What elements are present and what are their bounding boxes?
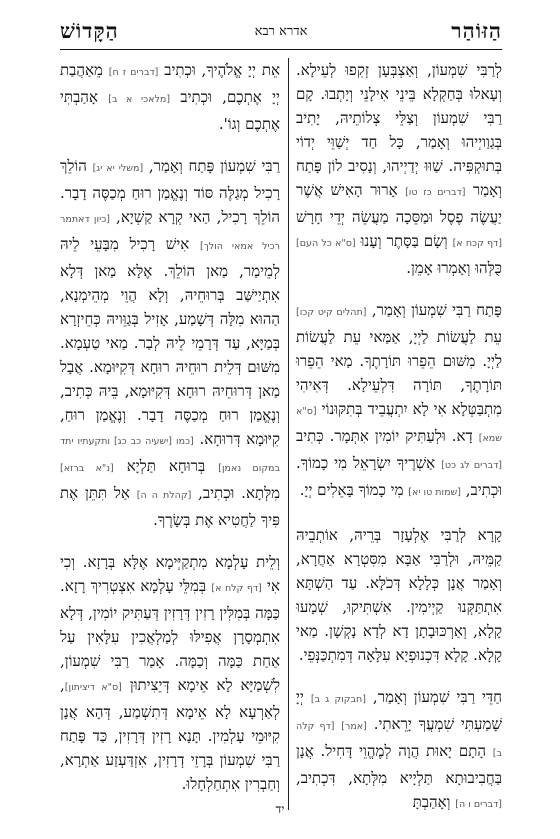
text-run: מִלְּתָא. וּכְתִיב, [191,484,280,502]
paragraph [60,58,280,136]
text-run: אָרוּר הָאִישׁ אֲשֶׁר יַעֲשֶׂה פֶסֶל וּמַסֵּכָה מַעֲשֵׂה יְדֵי חָרָשׁ [296,181,502,226]
source-reference: [דברים ו ה] [455,799,502,810]
header-rule [60,49,502,50]
text-run: עֵת לַעֲשׂוֹת לַיְיָ, אַמַּאי עֵת לַעֲשׂוֹת לַיְיָ. מִשּׁוּם הֵפֵרוּ תּוֹרָתֶךָ. מַאי הֵפֵרוּ תּוֹרָתֶךָ, תּוֹרָה דִּלְעֵילָא. דְּאִיהִי מִתְבַּטְּלָא אִי לָא יִתְעֲבֵיד בְּתִקּוּנוֹי [296,328,502,418]
header-left-title: הַקָּדוֹשׁ [60,18,119,43]
text-run: כֻּלְּהוּ וְאָמְרוּ אָמֵן. [406,259,502,277]
paragraph [296,523,502,667]
source-reference: [חבקוק ג ב] [310,694,366,705]
left-column [60,58,280,814]
source-reference: [אמר] [341,721,367,732]
source-reference: [תהלים קיט קכו] [296,307,367,318]
text-run: מֵאַהֲבַת יְיָ אֶתְכֶם, וּכְתִיב [60,61,280,106]
source-reference: [דברים כז טו] [405,187,466,198]
paragraph [296,58,502,280]
source-reference: [קהלת ה ה] [136,490,192,501]
source-reference: [ס"א כל העם] [296,238,356,249]
text-run: יְיָ שָׁמַעְתִּי שִׁמְעֲךָ יָרֵאתִי. [296,688,502,733]
running-header [60,14,502,50]
paragraph [60,550,280,796]
page-number: יד [275,802,285,816]
text-run: הָתָם יָאוּת הֲוָה לְמֶהֱוֵי דָּחִיל. אֲנָן בַּחֲבִיבוּתָא תַּלְיָיא מִלְּתָא, דִּכְתִיב, [296,742,502,787]
text-run: רַבִּי שִׁמְעוֹן פָּתַח וְאָמַר, [143,157,280,175]
text-run: פָּתַח רַבִּי שִׁמְעוֹן וְאָמַר, [366,301,503,319]
text-run: וְאָהַבְתָּ [412,793,456,811]
source-reference: [כמו [ישעיה כב כג] ותקעתיו יתד במקום נאמן] [60,436,280,474]
text-run: אַשְׁרֶיךָ יִשְׂרָאֵל מִי כָמוֹךָ. וּכְתִיב, [296,454,502,499]
text-run: מִי כָמוֹךָ בָּאֵלִים יְיָ. [299,481,409,499]
text-run: אַל תִּתֵּן אֶת פִּיךָ לַחֲטִיא אֶת בְּשָׂרֶךָ. [60,484,280,529]
source-reference: [דף קלה ב] [296,721,502,759]
source-reference: [דברים לג כט] [441,460,503,471]
right-column [296,58,502,835]
text-run: בְּמִלֵּי עָלְמָא אִצְטְרִיךְ רָזָא. כַּמָּה בְּמִלִּין רָזִין דְּרָזִין דְּעַתִּיק יוֹמִין, דְּלָא אִתְמְסָרָן אֲפִילּוּ לְמַלְאֲכִין עִלָּאִין עַל אַחַת כַּמָּה וְכַמָּה. אָמַר רַבִּי שִׁמְעוֹן, לִשְׁמַיָּא לָא אֵימָא דְּיֵצִיתוּן [60,577,280,694]
source-reference: [שמות טו יא] [408,487,461,498]
text-run: בְּרוּחָא תַּלְיָא [113,457,219,475]
text-run: דָא. וּלְעַתִּיק יוֹמִין אִתְּמָר. כְּתִיב [296,427,479,445]
text-run: לְרַבִּי שִׁמְעוֹן, וְאַצְבְּעָן זְקִפוּ לְעֵילָא. וְעָאלוּ בְּחַקְלָא בֵּינֵי אִילָנֵי וְיָתְבוּ. קָם רַבִּי שִׁמְעוֹן וְצַלֵּי צְלוֹתֵיהּ, יָתִיב בְּגַוַויְיהוּ וְאָמַר, כָּל חַד יְשַׁוֵּי יְדוֹי בְּתוּקְפִּיה. שַׁוּוּ יְדַיְיהוּ, וְנָסִיב לוֹן פָּתַח וְאָמַר [296,61,502,199]
source-reference: [ס"א דיציתון] [64,682,122,693]
text-run: קָרָא לְרַבִּי אֶלְעָזָר בְּרֵיהּ, אוֹתְבֵיהּ קַמֵּיהּ, וּלְרַבִּי אַבָּא מִסִּטְרָא אַחֲרָא, וְאָמַר אֲנָן כְּלָלָא דְּכֹלָּא. עַד הַשְׁתָּא אִתְתַּקְּנוּ קַיְימִין. אִשְׁתִּיקוּ, שְׁמָעוּ קָלָא, וְאַרְכּוּבָתָן דָא לְדָא נָקְשָׁן. מַאי קָלָא. קָלָא דִּכְנוּפְיָא עִלָּאָה דְּמִתְכַּנְּפֵי. [296,526,502,664]
text-run: אָהַבְתִּי אֶתְכֶם וְגוֹ'. [60,88,280,133]
paragraph [296,298,502,505]
header-center-title: אדרא רבא [254,24,308,39]
header-right-title: הַזּוֹהַר [451,18,502,43]
source-reference: [מלאכי א ב] [108,94,171,105]
paragraph [60,154,280,532]
text-run: וְלֵית עָלְמָא מִתְקַיְּימָא אֶלָּא בְּרָזָא. וְכִי אִי [60,553,280,595]
text-run: , לְאַרְעָא לָא אֵימָא דְּתִשְׁמַע, דְּהָא אֲנָן קִיּוּמֵי עָלְמִין. תָּנָא רָזִין דְּרָזִין, כַּד פָּתַח רַבִּי שִׁמְעוֹן בְּרָזֵי דְרָזִין, אִזְדַּעְזַע אַתְרָא, וְחַבְרִין אִתְחַלְחָלוּ. [60,676,280,793]
source-reference: [דברים ז ח] [108,67,159,78]
source-reference: [ס"א שמא] [296,406,502,444]
text-run: אֵת יְיָ אֱלֹהֶיךָ, וּכְתִיב [158,61,280,79]
paragraph [296,685,502,817]
source-reference: [דף קכח א] [452,238,502,249]
text-run: הוֹלֵךְ רָכִיל מְגַלֶּה סּוֹד וְנֶאֱמַן רוּחַ מְכַסֶּה דָבָר. הוֹלֵךְ רָכִיל, הַאי קְרָא קַשְׁיָא, [60,157,280,226]
source-reference: [משלי יא יג] [92,163,144,174]
column-divider [288,58,289,810]
text-run: וְשָׂם בַּסָּתֶר וְעָנוּ [355,232,453,250]
text-run: חַדֵּי רַבִּי שִׁמְעוֹן וְאָמַר, [365,688,502,706]
source-reference: [נ"א ברזא] [60,463,114,474]
source-reference: [כיון דאתמר רכיל אמאי הולך] [60,214,281,252]
text-run: אִישׁ רָכִיל מִבָּעֵי לֵיהּ לְמֵימַר, מַאן הוֹלֵךְ. אֶלָּא מַאן דְּלָא אִתְיַישַּׁב בְּרוּחֵיהּ, וְלָא הֲוֵי מְהֵימְנָא, הַהוּא מִלָּה דְּשָׁמַע, אָזִיל בְּגַוֵּויהּ כְּחֵיזְרָא בְּמַיָּא, עַד דְּרָמֵי לֵיהּ לְבַר. מַאי טַעְמָא. מִשּׁוּם דְּלֵית רוּחֵיהּ רוּחָא דְּקִיּוּמָא. אֲבָל מַאן דְּרוּחֵיהּ רוּחָא דְּקִיּוּמָא, בֵּיהּ כְּתִיב, וְנֶאֱמַן רוּחַ מְכַסֶּה דָבָר. וְנֶאֱמַן רוּחַ, קִיּוּמָא דְּרוּחָא. [60,235,281,448]
source-reference: [דף קלח א] [211,583,262,594]
